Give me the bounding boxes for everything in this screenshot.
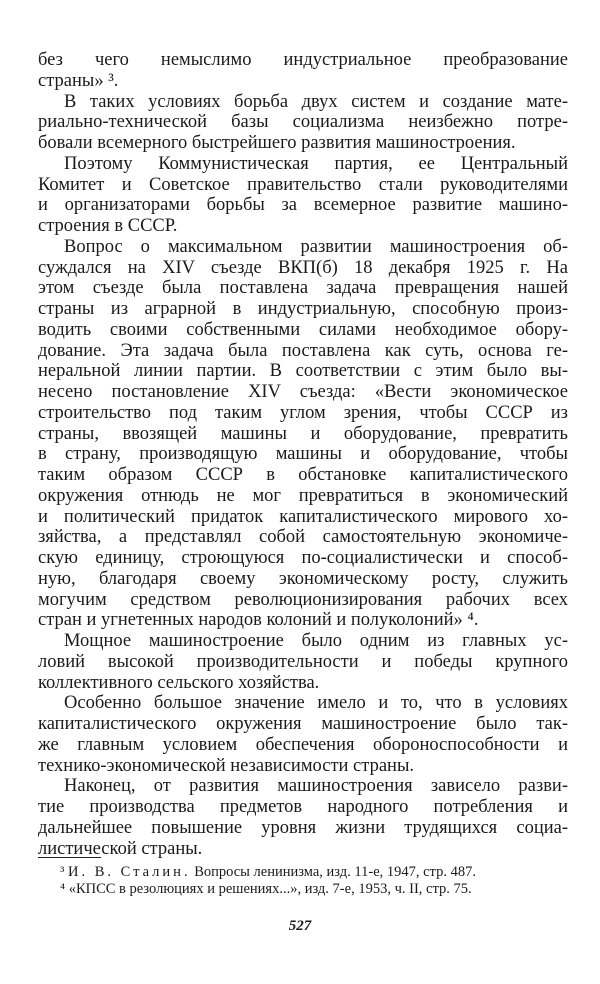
text-line: неральной линии партии. В соответствии с этим было вы- [38, 361, 568, 382]
text-line: же главным условием обеспечения обороноспособности и [38, 734, 568, 755]
text-line: коллективного сельского хозяйства. [38, 672, 320, 693]
text-line: этом съезде была поставлена задача превращения нашей [38, 278, 568, 299]
paragraph [38, 154, 568, 237]
paragraph [38, 237, 568, 631]
paragraph [38, 693, 568, 776]
text-line: Вопрос о максимальном развитии машиностроения об- [64, 236, 568, 257]
text-line: ловий высокой производительности и победы крупного [38, 651, 568, 672]
text-line: Мощное машиностроение было одним из главных ус- [64, 631, 568, 651]
paragraph [38, 50, 568, 92]
text-line: строительство под таким углом зрения, чтобы СССР из [38, 402, 568, 423]
footnote-separator [38, 857, 101, 858]
text-line: капиталистического окружения машиностроение было так- [38, 714, 568, 734]
footnote-text: «КПСС в резолюциях и решениях...», изд. 7-е, 1953, ч. II, стр. 75. [68, 881, 472, 897]
text-line: водить своими собственными силами необходимое обору- [38, 319, 568, 340]
paragraph [38, 92, 568, 154]
text-line: страны, ввозящей машины и оборудование, превратить [38, 423, 568, 444]
text-line: без чего немыслимо индустриальное преобразование [38, 50, 568, 70]
paragraph [38, 776, 568, 859]
text-line: строения в СССР. [38, 216, 178, 236]
footnote-text: Вопросы ленинизма, изд. 11-е, 1947, стр. 487. [190, 864, 476, 880]
text-line: стран и угнетенных народов колоний и полуколоний» ⁴. [38, 610, 479, 631]
text-line: в страну, производящую машины и оборудование, чтобы [38, 444, 568, 465]
text-line: Поэтому Коммунистическая партия, ее Центральный [64, 153, 568, 174]
body-text [38, 50, 568, 859]
paragraph [38, 631, 568, 693]
text-line: окружения отнюдь не мог превратиться в экономический [38, 485, 568, 506]
text-line: дальнейшее повышение уровня жизни трудящихся социа- [38, 817, 568, 838]
text-line: технико-экономической независимости страны. [38, 755, 414, 776]
footnotes [38, 864, 568, 898]
footnote-3 [38, 864, 568, 881]
text-line: страны из аграрной в индустриальную, способную произ- [38, 299, 568, 319]
page-number: 527 [288, 918, 312, 934]
footnote-mark: ⁴ [60, 881, 66, 897]
text-line: дование. Эта задача была поставлена как суть, основа ге- [38, 340, 568, 361]
text-line: и политический придаток капиталистического мирового хо- [38, 506, 568, 527]
text-line: таким образом СССР в обстановке капиталистического [38, 465, 568, 485]
text-line: несено постановление XIV съезда: «Вести экономическое [38, 382, 568, 402]
text-line: скую единицу, строющуюся по-социалистически и способ- [38, 548, 568, 568]
text-line: листической страны. [38, 838, 203, 859]
text-line: могучим средством революционизирования рабочих всех [38, 589, 568, 610]
text-line: риально-технической базы социализма неизбежно потре- [38, 112, 568, 133]
text-line: бовали всемерного быстрейшего развития машиностроения. [38, 133, 516, 153]
footnote-author: И. В. Сталин. [67, 864, 191, 880]
text-line: Комитет и Советское правительство стали руководителями [38, 174, 568, 195]
text-line: Особенно большое значение имело и то, что в условиях [64, 693, 568, 714]
text-line: Наконец, от развития машиностроения зависело разви- [64, 776, 568, 797]
text-line: тие производства предметов народного потребления и [38, 797, 568, 817]
text-line: страны» ³. [38, 70, 119, 91]
text-line: суждался на XIV съезде ВКП(б) 18 декабря 1925 г. На [38, 257, 568, 278]
text-line: зяйства, а представлял собой самостоятельную экономиче- [38, 527, 568, 548]
footnote-4 [38, 881, 568, 898]
footnote-mark: ³ [60, 864, 65, 880]
text-line: В таких условиях борьба двух систем и создание мате- [64, 91, 568, 112]
text-line: и организаторами борьбы за всемерное развитие машино- [38, 195, 568, 216]
text-line: ную, благодаря своему экономическому росту, служить [38, 568, 568, 589]
